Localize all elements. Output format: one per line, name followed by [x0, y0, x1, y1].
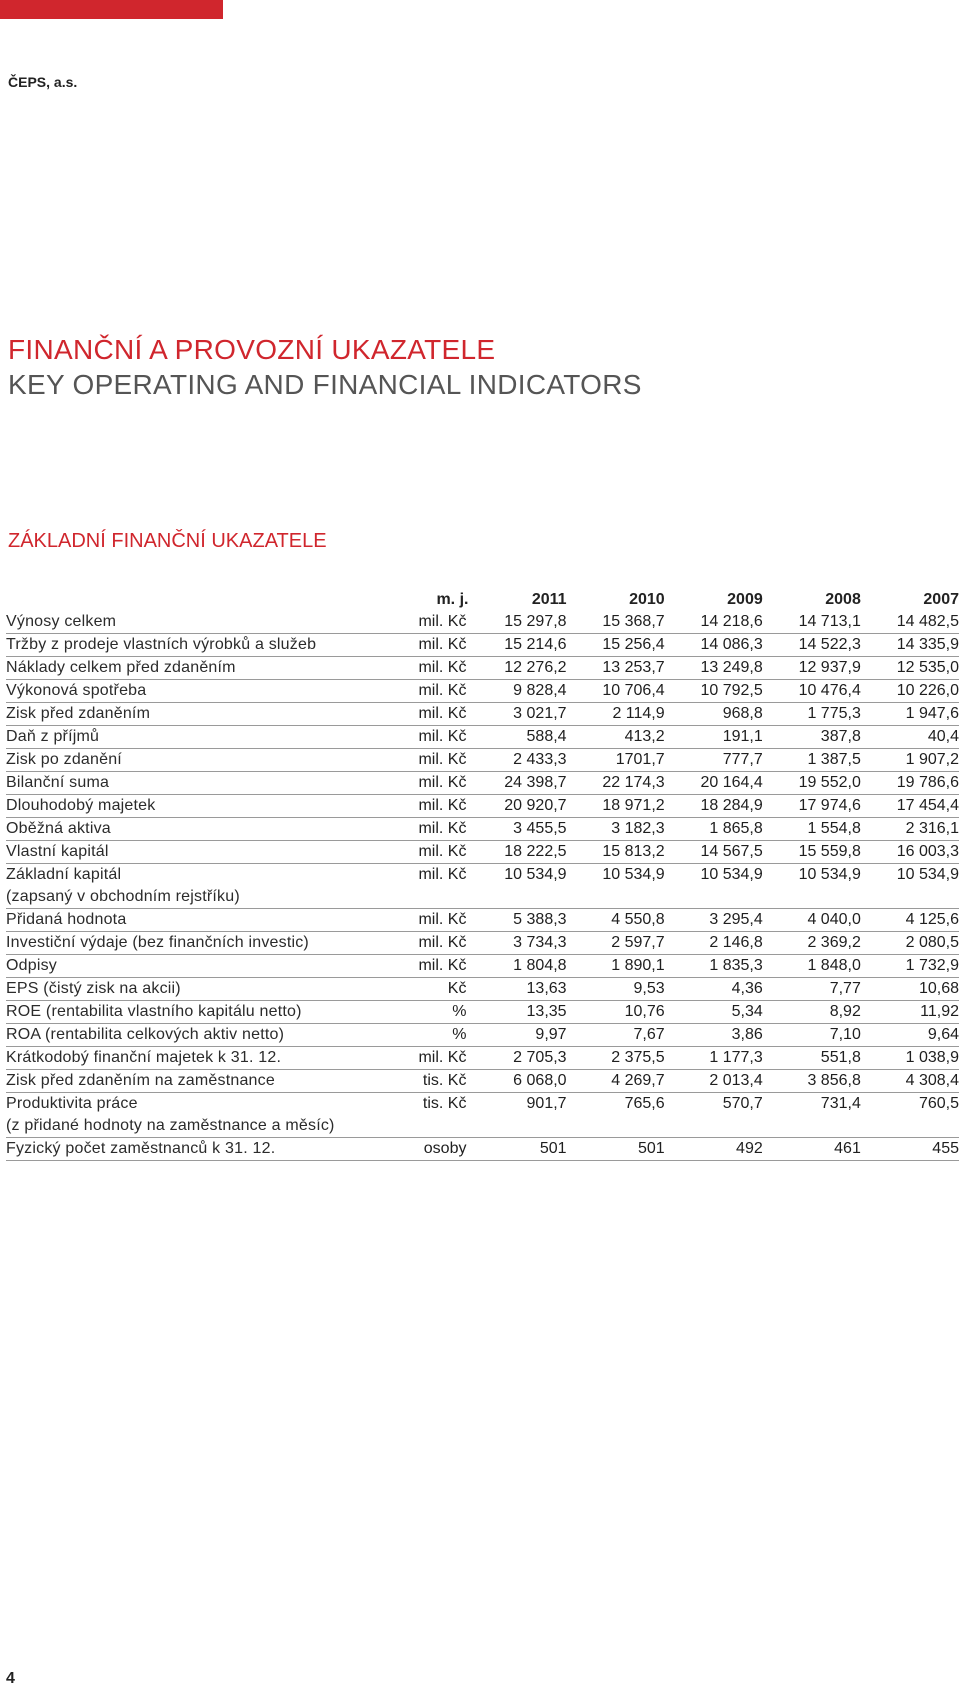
row-unit: mil. Kč: [418, 866, 467, 883]
row-value: 13,63: [468, 978, 566, 1001]
table-row: [6, 1047, 959, 1070]
row-value: 5,34: [665, 1001, 763, 1024]
row-unit: mil. Kč: [399, 726, 468, 749]
row-unit: %: [399, 1024, 468, 1047]
row-value: 2 369,2: [763, 932, 861, 955]
row-value: 10,68: [861, 978, 959, 1001]
row-unit: mil. Kč: [399, 657, 468, 680]
table-row: [6, 703, 959, 726]
row-sublabel: (zapsaný v obchodním rejstříku): [6, 886, 399, 909]
row-value: 7,67: [567, 1024, 665, 1047]
row-value: 1 554,8: [763, 818, 861, 841]
row-value: 19 786,6: [861, 772, 959, 795]
row-label: Odpisy: [6, 955, 399, 978]
table-row: [6, 978, 959, 1001]
row-unit: mil. Kč: [399, 749, 468, 772]
row-unit: tis. Kč: [422, 1095, 467, 1112]
row-unit: osoby: [399, 1138, 468, 1161]
row-value: 1 865,8: [665, 818, 763, 841]
empty-cell: [468, 886, 566, 909]
empty-cell: [399, 1115, 468, 1138]
row-value: 4 550,8: [567, 909, 665, 932]
row-value: 461: [763, 1138, 861, 1161]
row-value: 10 226,0: [861, 680, 959, 703]
table-row: [6, 772, 959, 795]
row-value: 3 455,5: [468, 818, 566, 841]
brand-accent-bar: [0, 0, 223, 19]
row-unit: mil. Kč: [399, 634, 468, 657]
table-row: [6, 864, 959, 887]
row-label: ROE (rentabilita vlastního kapitálu netto): [6, 1001, 399, 1024]
row-value: 9 828,4: [468, 680, 566, 703]
row-value: 15 559,8: [763, 841, 861, 864]
header-year: 2011: [531, 591, 567, 608]
table-row: [6, 818, 959, 841]
row-label: Náklady celkem před zdaněním: [6, 657, 399, 680]
table-row-continuation: [6, 886, 959, 909]
row-value: 17 454,4: [861, 795, 959, 818]
row-value: 10 534,9: [896, 866, 959, 883]
row-value: 14 086,3: [665, 634, 763, 657]
header-year: 2010: [629, 591, 665, 608]
table-row: [6, 955, 959, 978]
row-value: 2 146,8: [665, 932, 763, 955]
row-value: 9,97: [468, 1024, 566, 1047]
table-row: [6, 634, 959, 657]
row-value: 588,4: [468, 726, 566, 749]
row-value: 18 222,5: [468, 841, 566, 864]
row-unit: tis. Kč: [399, 1070, 468, 1093]
empty-cell: [763, 1115, 861, 1138]
row-label: ROA (rentabilita celkových aktiv netto): [6, 1024, 399, 1047]
row-value: 10 534,9: [798, 866, 861, 883]
row-label: Tržby z prodeje vlastních výrobků a služeb: [6, 634, 399, 657]
row-unit: mil. Kč: [399, 818, 468, 841]
row-value: 10 534,9: [700, 866, 763, 883]
table-row: [6, 1024, 959, 1047]
row-value: 3 182,3: [567, 818, 665, 841]
row-value: 18 284,9: [665, 795, 763, 818]
row-value: 14 335,9: [861, 634, 959, 657]
row-label: Zisk před zdaněním: [6, 703, 399, 726]
row-value: 1 177,3: [665, 1047, 763, 1070]
row-unit: mil. Kč: [399, 955, 468, 978]
row-value: 777,7: [665, 749, 763, 772]
row-value: 4 040,0: [763, 909, 861, 932]
indicators-table: [6, 589, 959, 1161]
table-body: [6, 611, 959, 1161]
row-value: 1 387,5: [763, 749, 861, 772]
row-value: 15 297,8: [468, 611, 566, 634]
row-value: 2 013,4: [665, 1070, 763, 1093]
row-value: 455: [861, 1138, 959, 1161]
row-value: 2 375,5: [567, 1047, 665, 1070]
row-value: 4,36: [665, 978, 763, 1001]
row-value: 13 253,7: [567, 657, 665, 680]
row-value: 10 476,4: [763, 680, 861, 703]
row-value: 12 276,2: [468, 657, 566, 680]
row-label: Krátkodobý finanční majetek k 31. 12.: [6, 1047, 399, 1070]
row-value: 3 856,8: [763, 1070, 861, 1093]
table-row: [6, 1070, 959, 1093]
empty-cell: [567, 886, 665, 909]
row-value: 7,10: [763, 1024, 861, 1047]
row-value: 4 308,4: [861, 1070, 959, 1093]
page-title-czech: FINANČNÍ A PROVOZNÍ UKAZATELE: [8, 334, 496, 365]
row-value: 16 003,3: [861, 841, 959, 864]
row-value: 10,76: [567, 1001, 665, 1024]
table-row: [6, 1001, 959, 1024]
row-value: 1 804,8: [468, 955, 566, 978]
table-row: [6, 611, 959, 634]
row-value: 501: [567, 1138, 665, 1161]
row-value: 14 522,3: [763, 634, 861, 657]
row-value: 1 732,9: [861, 955, 959, 978]
row-value: 1 947,6: [861, 703, 959, 726]
empty-cell: [763, 886, 861, 909]
row-unit: mil. Kč: [399, 932, 468, 955]
row-value: 968,8: [665, 703, 763, 726]
row-value: 24 398,7: [468, 772, 566, 795]
row-value: 15 813,2: [567, 841, 665, 864]
row-value: 14 713,1: [763, 611, 861, 634]
company-name: ČEPS, a.s.: [8, 74, 78, 90]
row-value: 10 534,9: [602, 866, 665, 883]
row-value: 2 433,3: [468, 749, 566, 772]
row-unit: mil. Kč: [399, 680, 468, 703]
row-value: 10 534,9: [504, 866, 567, 883]
row-value: 9,64: [861, 1024, 959, 1047]
row-value: 1 775,3: [763, 703, 861, 726]
row-unit: mil. Kč: [399, 772, 468, 795]
row-value: 14 218,6: [665, 611, 763, 634]
row-value: 551,8: [763, 1047, 861, 1070]
table-row: [6, 795, 959, 818]
empty-cell: [567, 1115, 665, 1138]
row-value: 40,4: [861, 726, 959, 749]
row-label: Daň z příjmů: [6, 726, 399, 749]
row-value: 5 388,3: [468, 909, 566, 932]
row-label: Zisk po zdanění: [6, 749, 399, 772]
row-unit: %: [399, 1001, 468, 1024]
section-title: ZÁKLADNÍ FINANČNÍ UKAZATELE: [8, 530, 327, 552]
table-row: [6, 1138, 959, 1161]
empty-cell: [468, 1115, 566, 1138]
row-value: 15 256,4: [567, 634, 665, 657]
header-year: 2009: [727, 591, 763, 608]
row-value: 12 535,0: [861, 657, 959, 680]
row-value: 11,92: [861, 1001, 959, 1024]
empty-cell: [665, 1115, 763, 1138]
row-value: 7,77: [763, 978, 861, 1001]
row-value: 4 125,6: [861, 909, 959, 932]
row-value: 9,53: [567, 978, 665, 1001]
row-value: 20 164,4: [665, 772, 763, 795]
header-unit: m. j.: [436, 591, 469, 608]
empty-cell: [665, 886, 763, 909]
table-row: [6, 1093, 959, 1116]
table-row: [6, 657, 959, 680]
row-value: 731,4: [820, 1095, 861, 1112]
row-unit: mil. Kč: [399, 611, 468, 634]
table-row-continuation: [6, 1115, 959, 1138]
header-year: 2007: [923, 591, 959, 608]
row-label: Fyzický počet zaměstnanců k 31. 12.: [6, 1138, 399, 1161]
row-value: 2 080,5: [861, 932, 959, 955]
row-value: 13 249,8: [665, 657, 763, 680]
row-value: 4 269,7: [567, 1070, 665, 1093]
row-value: 501: [468, 1138, 566, 1161]
table-header-row: [6, 589, 959, 611]
empty-cell: [861, 1115, 959, 1138]
row-value: 12 937,9: [763, 657, 861, 680]
page-number: 4: [6, 1670, 15, 1687]
table-row: [6, 749, 959, 772]
row-value: 17 974,6: [763, 795, 861, 818]
row-value: 15 368,7: [567, 611, 665, 634]
row-value: 1701,7: [567, 749, 665, 772]
row-value: 13,35: [468, 1001, 566, 1024]
row-label: Produktivita práce: [6, 1095, 138, 1112]
row-value: 901,7: [526, 1095, 567, 1112]
row-value: 387,8: [763, 726, 861, 749]
row-value: 20 920,7: [468, 795, 566, 818]
row-value: 8,92: [763, 1001, 861, 1024]
row-unit: mil. Kč: [399, 795, 468, 818]
row-label: Bilanční suma: [6, 772, 399, 795]
row-value: 570,7: [722, 1095, 763, 1112]
row-value: 2 597,7: [567, 932, 665, 955]
row-value: 14 567,5: [665, 841, 763, 864]
empty-cell: [399, 886, 468, 909]
row-value: 19 552,0: [763, 772, 861, 795]
row-unit: mil. Kč: [399, 1047, 468, 1070]
row-value: 10 792,5: [665, 680, 763, 703]
row-value: 3 295,4: [665, 909, 763, 932]
row-value: 18 971,2: [567, 795, 665, 818]
row-unit: mil. Kč: [399, 841, 468, 864]
row-unit: Kč: [399, 978, 468, 1001]
row-value: 3 021,7: [468, 703, 566, 726]
row-value: 3,86: [665, 1024, 763, 1047]
page-title-english: KEY OPERATING AND FINANCIAL INDICATORS: [8, 369, 642, 400]
row-label: Přidaná hodnota: [6, 909, 399, 932]
row-value: 2 114,9: [567, 703, 665, 726]
row-sublabel: (z přidané hodnoty na zaměstnance a měsíc): [6, 1115, 399, 1138]
row-label: Výkonová spotřeba: [6, 680, 399, 703]
table-row: [6, 909, 959, 932]
row-value: 22 174,3: [567, 772, 665, 795]
row-label: Oběžná aktiva: [6, 818, 399, 841]
row-value: 14 482,5: [861, 611, 959, 634]
row-value: 413,2: [567, 726, 665, 749]
empty-cell: [861, 886, 959, 909]
table-row: [6, 932, 959, 955]
row-label: EPS (čistý zisk na akcii): [6, 978, 399, 1001]
row-value: 1 835,3: [665, 955, 763, 978]
row-value: 191,1: [665, 726, 763, 749]
table-row: [6, 726, 959, 749]
row-value: 1 848,0: [763, 955, 861, 978]
row-value: 2 316,1: [861, 818, 959, 841]
row-unit: mil. Kč: [399, 703, 468, 726]
row-label: Dlouhodobý majetek: [6, 795, 399, 818]
row-label: Investiční výdaje (bez finančních investic): [6, 932, 399, 955]
row-value: 760,5: [918, 1095, 959, 1112]
header-label-cell: [6, 589, 399, 611]
row-value: 492: [665, 1138, 763, 1161]
row-value: 2 705,3: [468, 1047, 566, 1070]
table-row: [6, 841, 959, 864]
row-value: 1 038,9: [861, 1047, 959, 1070]
row-value: 10 706,4: [567, 680, 665, 703]
row-label: Vlastní kapitál: [6, 841, 399, 864]
row-value: 1 890,1: [567, 955, 665, 978]
row-label: Zisk před zdaněním na zaměstnance: [6, 1070, 399, 1093]
row-label: Výnosy celkem: [6, 611, 399, 634]
row-label: Základní kapitál: [6, 866, 122, 883]
row-value: 3 734,3: [468, 932, 566, 955]
row-value: 6 068,0: [468, 1070, 566, 1093]
header-year: 2008: [825, 591, 861, 608]
table-row: [6, 680, 959, 703]
row-value: 1 907,2: [861, 749, 959, 772]
row-value: 765,6: [624, 1095, 665, 1112]
row-value: 15 214,6: [468, 634, 566, 657]
row-unit: mil. Kč: [399, 909, 468, 932]
